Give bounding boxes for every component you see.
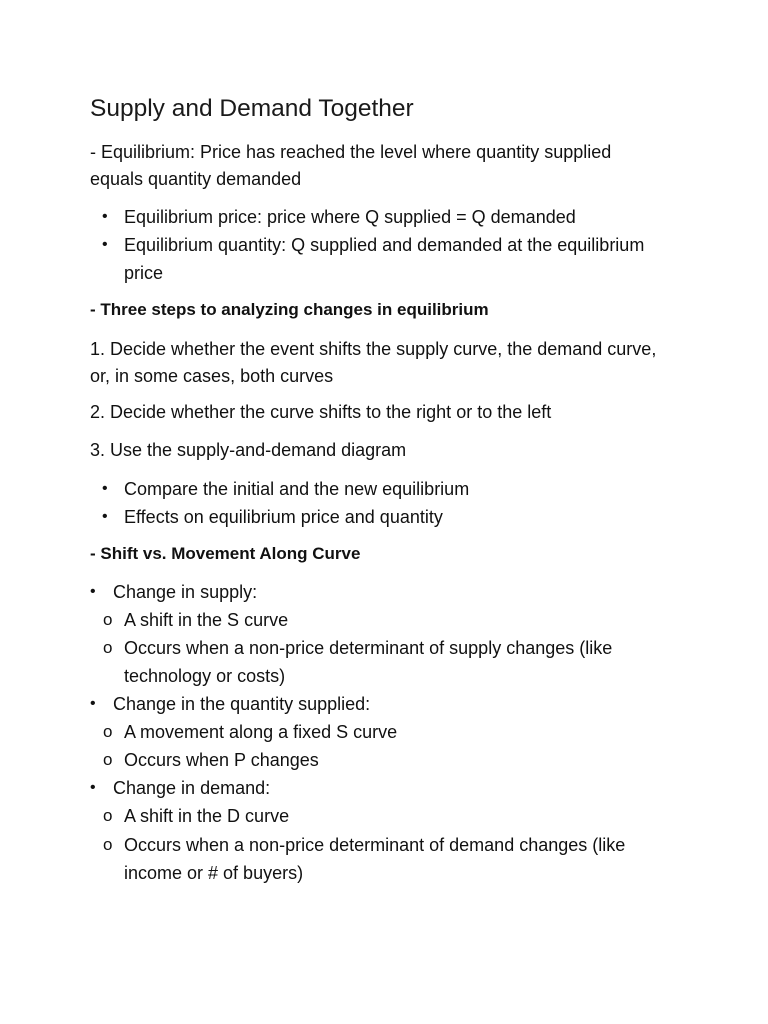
page-title: Supply and Demand Together <box>90 95 414 122</box>
bullet-circle-marker: o <box>103 835 113 854</box>
step-1-line-2: or, in some cases, both curves <box>90 366 334 386</box>
demand-determinant-subitem-line-1: Occurs when a non-price determinant of demand changes (like <box>124 835 626 855</box>
bullet-circle-marker: o <box>103 638 113 657</box>
compare-equilibrium-bullet: Compare the initial and the new equilibrium <box>124 479 470 499</box>
equilibrium-quantity-bullet-line-2: price <box>124 263 164 283</box>
demand-shift-subitem: A shift in the D curve <box>124 806 290 826</box>
shift-heading: - Shift vs. Movement Along Curve <box>90 544 361 563</box>
change-in-quantity-supplied-item: Change in the quantity supplied: <box>113 694 371 714</box>
demand-determinant-subitem-line-2: income or # of buyers) <box>124 863 304 883</box>
price-changes-subitem: Occurs when P changes <box>124 750 319 770</box>
bullet-dot-marker: • <box>102 236 108 253</box>
bullet-dot-marker: • <box>90 695 96 712</box>
bullet-circle-marker: o <box>103 750 113 769</box>
bullet-dot-marker: • <box>102 508 108 525</box>
equilibrium-definition-line-2: equals quantity demanded <box>90 169 302 189</box>
supply-determinant-subitem-line-2: technology or costs) <box>124 666 286 686</box>
step-1-line-1: 1. Decide whether the event shifts the supply curve, the demand curve, <box>90 339 657 359</box>
effects-bullet: Effects on equilibrium price and quantity <box>124 507 443 527</box>
bullet-dot-marker: • <box>102 480 108 497</box>
change-in-supply-item: Change in supply: <box>113 582 258 602</box>
movement-along-curve-subitem: A movement along a fixed S curve <box>124 722 398 742</box>
bullet-dot-marker: • <box>90 583 96 600</box>
equilibrium-price-bullet: Equilibrium price: price where Q supplied = Q demanded <box>124 207 576 227</box>
equilibrium-definition-line-1: - Equilibrium: Price has reached the level where quantity supplied <box>90 142 612 162</box>
change-in-demand-item: Change in demand: <box>113 778 271 798</box>
supply-determinant-subitem-line-1: Occurs when a non-price determinant of supply changes (like <box>124 638 613 658</box>
supply-shift-subitem: A shift in the S curve <box>124 610 289 630</box>
step-2: 2. Decide whether the curve shifts to the right or to the left <box>90 402 552 422</box>
bullet-dot-marker: • <box>102 208 108 225</box>
bullet-dot-marker: • <box>90 779 96 796</box>
bullet-circle-marker: o <box>103 722 113 741</box>
equilibrium-quantity-bullet-line-1: Equilibrium quantity: Q supplied and demanded at the equilibrium <box>124 235 645 255</box>
bullet-circle-marker: o <box>103 806 113 825</box>
step-3: 3. Use the supply-and-demand diagram <box>90 440 407 460</box>
bullet-circle-marker: o <box>103 610 113 629</box>
steps-heading: - Three steps to analyzing changes in equilibrium <box>90 300 489 319</box>
